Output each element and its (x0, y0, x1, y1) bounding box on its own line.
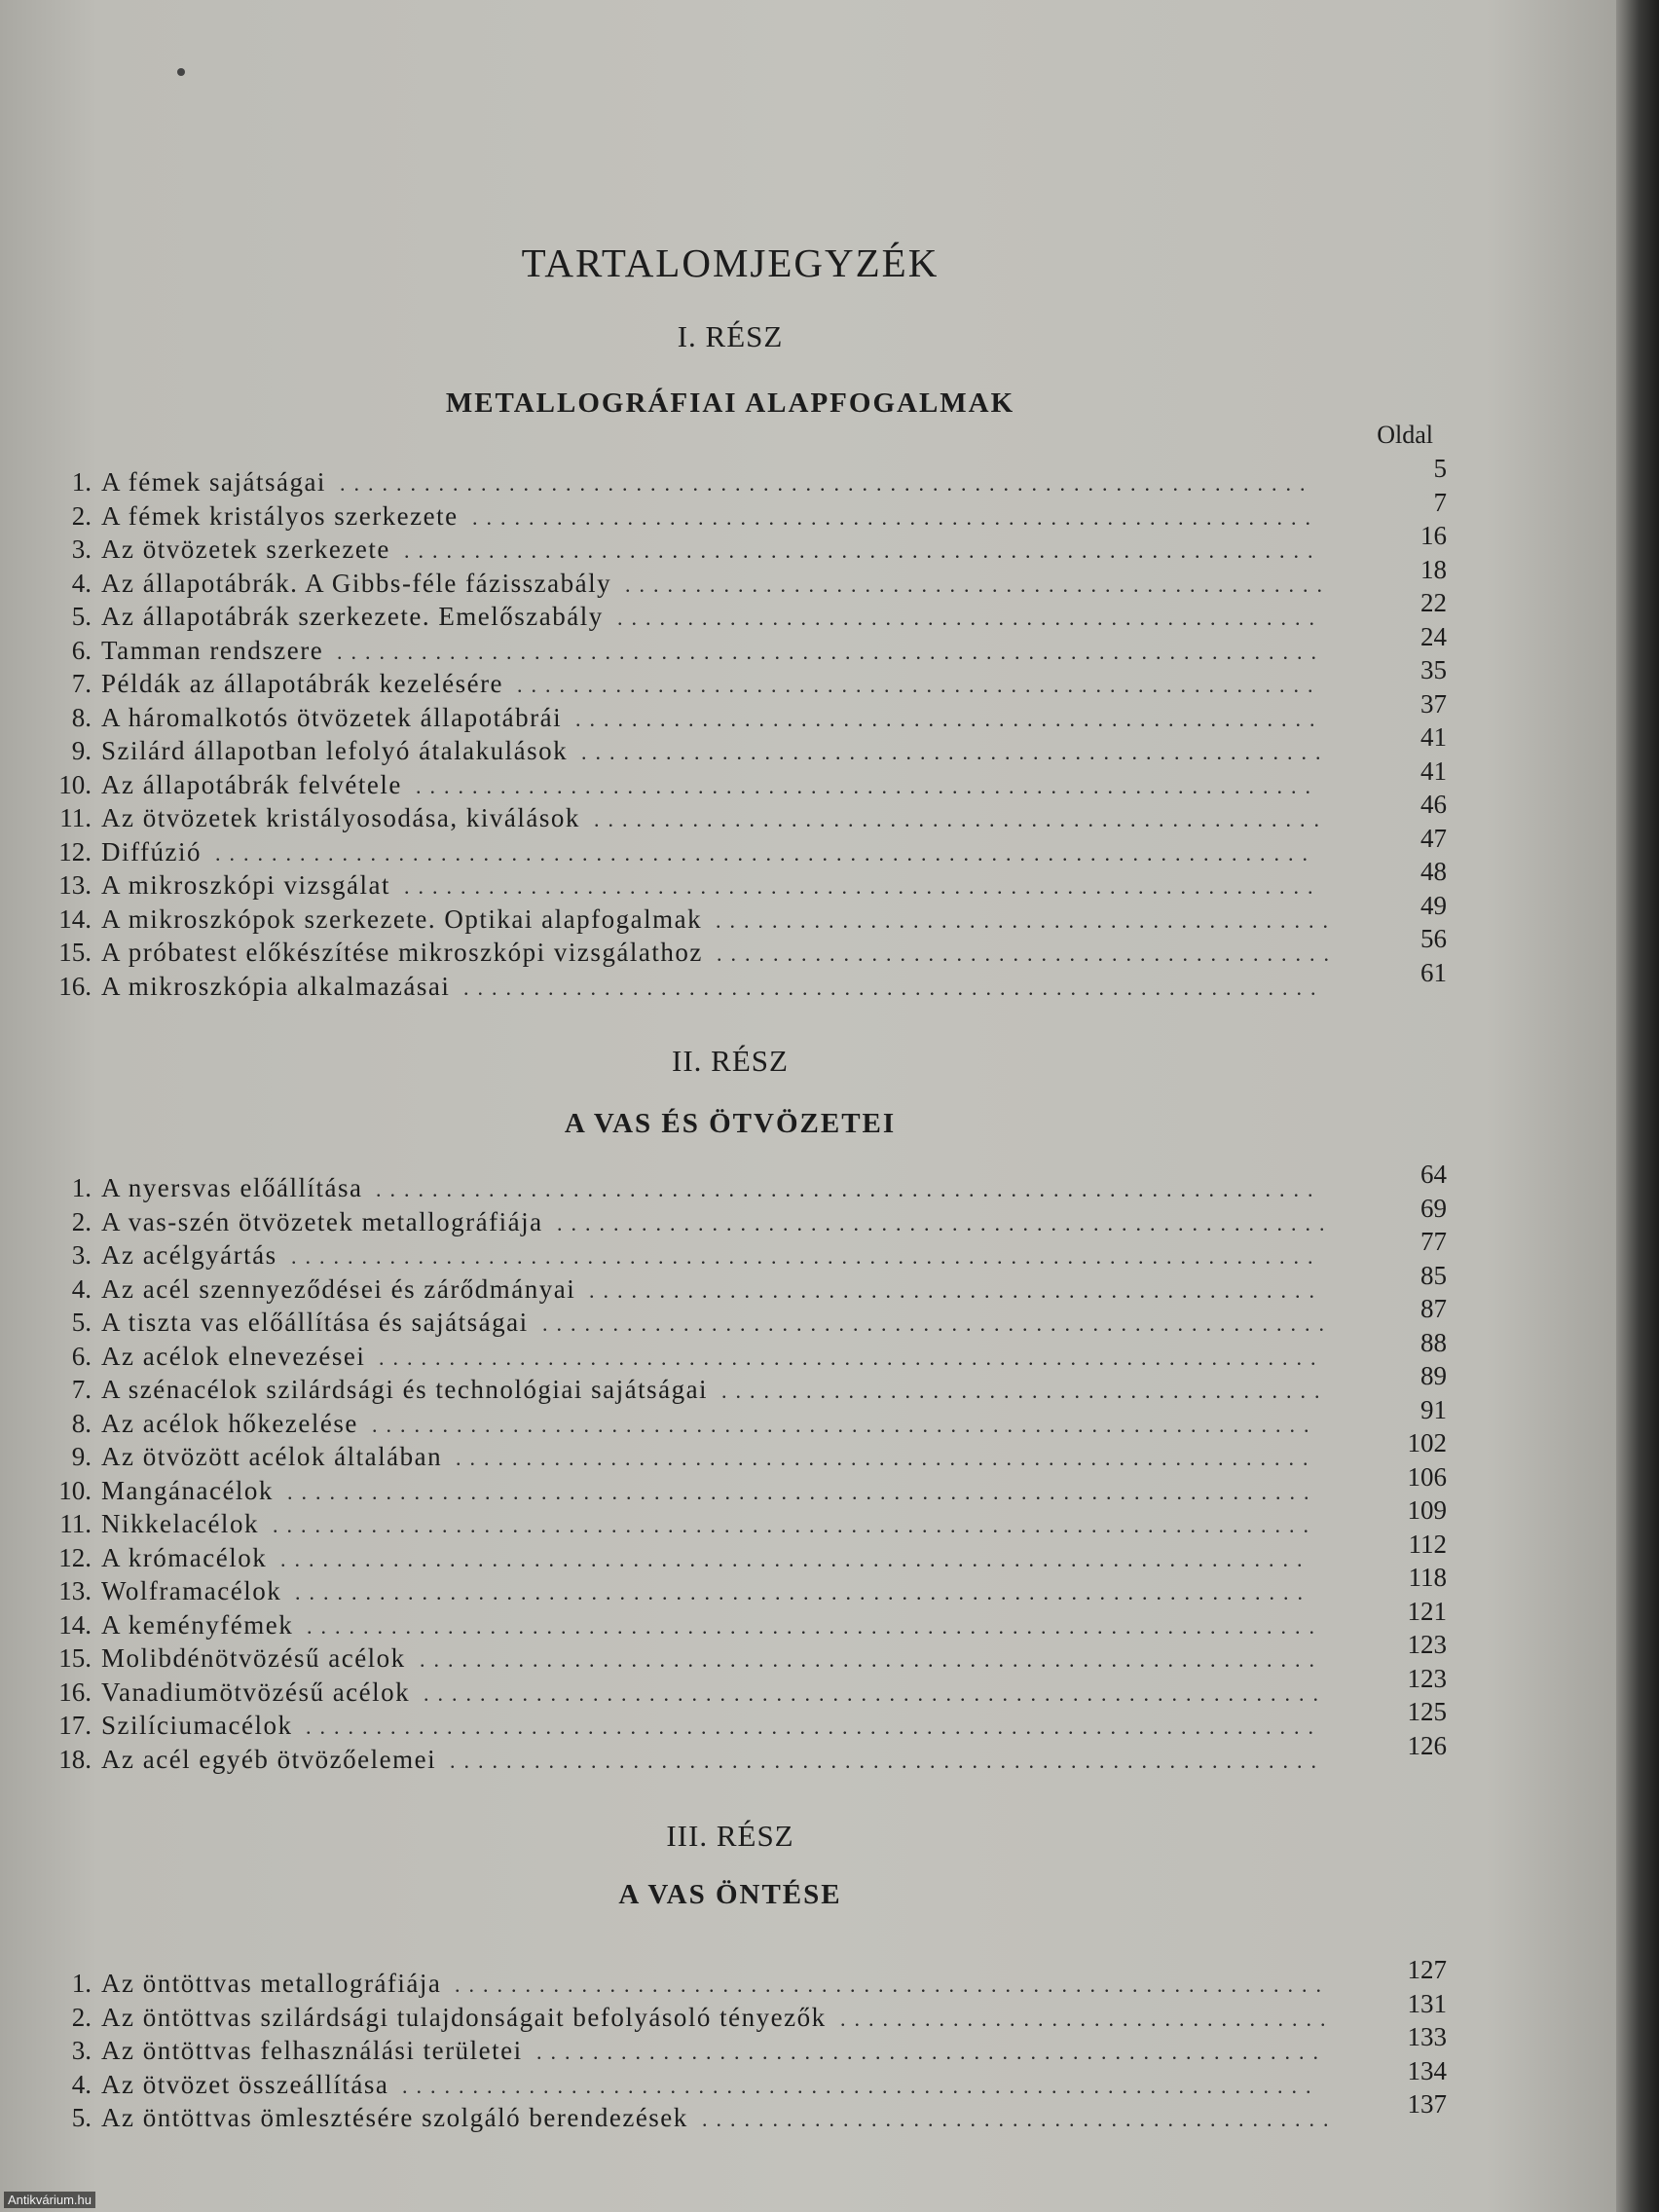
toc-entry (41, 1495, 1447, 1541)
entry-title: Vanadiumötvözésű acélok (101, 1677, 411, 1707)
entry-page-number: 121 (1407, 1596, 1447, 1626)
leader-dots: ..................................................... (575, 706, 1324, 731)
toc-entry (41, 521, 1447, 567)
entry-page-number: 77 (1420, 1227, 1447, 1256)
entry-title: Az ötvözetek kristályosodása, kiválások (101, 803, 580, 832)
toc-entry (41, 1461, 1447, 1508)
part-3-title: A VAS ÖNTÉSE (618, 1879, 842, 1910)
entry-title: Az acélok hőkezelése (101, 1408, 358, 1438)
toc-entry (41, 621, 1447, 668)
entry-title: Nikkelacélok (101, 1509, 259, 1538)
leader-dots: ................................................................ (416, 773, 1319, 798)
entry-number: 9. (71, 736, 92, 765)
leader-dots: ................................................................. (404, 538, 1322, 563)
entry-number: 8. (71, 702, 92, 732)
entry-page-number: 112 (1408, 1529, 1447, 1559)
entry-page-number: 88 (1420, 1327, 1447, 1357)
entry-page-number: 123 (1407, 1630, 1447, 1659)
leader-dots: ................................................................... (372, 1412, 1318, 1437)
entry-title: Az ötvözött acélok általában (101, 1442, 443, 1471)
leader-dots: .............................................................................. (215, 840, 1316, 866)
entry-number: 1. (71, 1969, 92, 1998)
toc-entry (41, 1529, 1447, 1575)
entry-page-number: 91 (1420, 1394, 1447, 1424)
entry-number: 17. (58, 1711, 92, 1740)
entry-title: Az ötvözet összeállítása (101, 2069, 389, 2099)
toc-entry (41, 688, 1447, 735)
entry-page-number: 102 (1407, 1428, 1447, 1457)
entry-number: 2. (71, 2002, 92, 2032)
leader-dots: ........................................... (721, 1379, 1329, 1403)
entry-number: 6. (71, 635, 92, 665)
entry-page-number: 46 (1420, 790, 1447, 819)
entry-number: 2. (71, 500, 92, 531)
toc-entry (41, 2089, 1447, 2135)
entry-number: 15. (58, 938, 92, 967)
toc-entry (41, 1294, 1447, 1340)
entry-page-number: 89 (1420, 1361, 1447, 1390)
toc-entry (41, 1730, 1447, 1777)
toc-entry (41, 487, 1447, 534)
leader-dots: ...................................................................... (337, 639, 1325, 664)
leader-dots: ........................................................................ (306, 1714, 1322, 1739)
toc-entry (41, 957, 1447, 1004)
entry-number: 12. (58, 836, 92, 866)
part-3-entries (41, 1955, 1447, 2135)
entry-title: A mikroszkópia alkalmazásai (101, 971, 451, 1001)
entry-number: 16. (58, 971, 92, 1001)
leader-dots: ................................................................ (420, 1647, 1323, 1672)
toc-entry (41, 1394, 1447, 1441)
leader-dots: ........................................................................ (295, 1580, 1311, 1604)
entry-title: Diffúzió (101, 836, 202, 866)
entry-title: Tamman rendszere (101, 635, 324, 665)
entry-page-number: 47 (1420, 823, 1447, 853)
entry-page-number: 49 (1420, 890, 1447, 920)
entry-title: Az öntöttvas felhasználási területei (101, 2036, 523, 2065)
leader-dots: .......................................................................... (273, 1513, 1317, 1537)
leader-dots: .................................................... (594, 807, 1328, 831)
entry-page-number: 41 (1420, 722, 1447, 752)
leader-dots: ............................................................. (463, 975, 1325, 1000)
leader-dots: .................................................. (617, 606, 1323, 630)
entry-number: 8. (71, 1408, 92, 1438)
entry-page-number: 64 (1420, 1160, 1447, 1189)
entry-number: 12. (58, 1542, 92, 1572)
entry-number: 3. (71, 2036, 92, 2065)
entry-number: 2. (71, 1206, 92, 1236)
toc-entry (41, 554, 1447, 601)
part-2-title: A VAS ÉS ÖTVÖZETEI (564, 1108, 897, 1139)
part-1-label: I. RÉSZ (677, 319, 784, 353)
toc-entry (41, 1988, 1447, 2035)
entry-page-number: 16 (1420, 521, 1447, 550)
entry-number: 5. (71, 2103, 92, 2132)
leader-dots: ....................................................... (557, 1210, 1334, 1235)
part-3-label: III. RÉSZ (666, 1819, 794, 1853)
entry-title: Az állapotábrák. A Gibbs-féle fázisszabály (101, 568, 612, 598)
entry-number: 10. (58, 1475, 92, 1505)
leader-dots: ............................................. (702, 2107, 1338, 2131)
entry-title: A mikroszkópi vizsgálat (101, 870, 390, 900)
entry-page-number: 133 (1407, 2022, 1447, 2051)
entry-title: A fémek kristályos szerkezete (101, 500, 459, 531)
entry-number: 9. (71, 1442, 92, 1471)
toc-entry (41, 890, 1447, 937)
entry-page-number: 126 (1407, 1730, 1447, 1760)
entry-title: A mikroszkópok szerkezete. Optikai alapfogalmak (101, 903, 703, 934)
entry-title: Az öntöttvas szilárdsági tulajdonságait befolyásoló tényezők (101, 2002, 827, 2032)
entry-title: A fémek sajátságai (101, 467, 326, 497)
toc-entry (41, 655, 1447, 701)
entry-number: 5. (71, 602, 92, 631)
entry-title: Szilíciumacélok (101, 1711, 293, 1740)
leader-dots: ......................................................... (517, 673, 1322, 697)
entry-title: Molibdénötvözésű acélok (101, 1643, 406, 1673)
leader-dots: ................................................................. (404, 874, 1322, 899)
entry-page-number: 134 (1407, 2055, 1447, 2085)
toc-entry (41, 454, 1447, 499)
entry-title: Szilárd állapotban lefolyó átalakulások (101, 736, 569, 765)
entry-page-number: 41 (1420, 756, 1447, 786)
entry-title: Az állapotábrák felvétele (101, 769, 402, 799)
entry-number: 18. (58, 1744, 92, 1774)
toc-entry (41, 823, 1447, 869)
leader-dots: ................................................................... (379, 1345, 1325, 1370)
entry-title: Az állapotábrák szerkezete. Emelőszabály (101, 602, 604, 631)
leader-dots: ............................................ (716, 907, 1337, 933)
entry-title: Az öntöttvas ömlesztésére szolgáló berendezések (101, 2103, 688, 2132)
toc-entry (41, 1697, 1447, 1743)
toc-entry (41, 1663, 1447, 1710)
toc-entry (41, 722, 1447, 768)
entry-number: 3. (71, 1240, 92, 1270)
leader-dots: ..................................................................... (340, 471, 1314, 496)
entry-page-number: 85 (1420, 1260, 1447, 1290)
entry-number: 1. (71, 1173, 92, 1202)
entry-title: A tiszta vas előállítása és sajátságai (101, 1308, 529, 1337)
leader-dots: ............................................................ (472, 504, 1319, 530)
toc-heading: TARTALOMJEGYZÉK (521, 240, 940, 285)
entry-title: Az ötvözetek szerkezete (101, 535, 390, 564)
leader-dots: ........................................................................ (307, 1613, 1323, 1639)
leader-dots: ......................................................................... (287, 1479, 1318, 1504)
watermark: Antikvárium.hu (4, 2192, 95, 2208)
entry-page-number: 48 (1420, 857, 1447, 886)
toc-entry (41, 1955, 1447, 2001)
entry-title: A szénacélok szilárdsági és technológiai sajátságai (101, 1375, 709, 1404)
part-1-title: METALLOGRÁFIAI ALAPFOGALMAK (445, 387, 1015, 419)
entry-number: 4. (71, 2069, 92, 2099)
entry-number: 13. (58, 1576, 92, 1605)
toc-entry (41, 2055, 1447, 2102)
leader-dots: ..................................................... (581, 740, 1330, 764)
page-edge-shadow (1616, 0, 1659, 2212)
entry-title: Az acélok elnevezései (101, 1341, 366, 1371)
entry-title: Az öntöttvas metallográfiája (101, 1969, 442, 1998)
entry-number: 14. (58, 1609, 92, 1640)
entry-page-number: 123 (1407, 1663, 1447, 1693)
entry-title: A vas-szén ötvözetek metallográfiája (101, 1206, 543, 1236)
entry-number: 1. (71, 467, 92, 497)
entry-number: 13. (58, 870, 92, 900)
entry-number: 6. (71, 1341, 92, 1371)
toc-entry (41, 1630, 1447, 1676)
leader-dots: ......................................................................... (291, 1244, 1322, 1269)
entry-number: 4. (71, 1273, 92, 1304)
toc-entry (41, 1227, 1447, 1272)
toc-entry (41, 1428, 1447, 1474)
entry-title: A próbatest előkészítése mikroszkópi vizsgálathoz (101, 938, 703, 967)
leader-dots: ............................................ (717, 941, 1338, 966)
entry-number: 11. (59, 803, 92, 832)
part-2-label: II. RÉSZ (672, 1044, 789, 1078)
toc-entry (41, 1361, 1447, 1407)
entry-page-number: 69 (1420, 1193, 1447, 1223)
entry-page-number: 131 (1407, 1988, 1447, 2018)
entry-number: 14. (58, 903, 92, 934)
entry-page-number: 24 (1420, 621, 1447, 651)
toc-entry (41, 1563, 1447, 1608)
leader-dots: .............................................................. (455, 1972, 1330, 1997)
entry-page-number: 61 (1420, 957, 1447, 987)
leader-dots: .............................................................. (450, 1748, 1325, 1773)
ink-speck (177, 68, 185, 76)
entry-page-number: 137 (1407, 2089, 1447, 2119)
entry-page-number: 118 (1408, 1563, 1447, 1592)
part-2-entries (41, 1160, 1447, 1776)
leader-dots: ........................................................ (536, 2040, 1327, 2064)
leader-dots: .................................................. (625, 571, 1331, 597)
toc-entry (41, 924, 1447, 970)
toc-entry (41, 1160, 1447, 1205)
entry-number: 3. (71, 535, 92, 564)
leader-dots: ................................................................. (402, 2073, 1320, 2098)
entry-page-number: 37 (1420, 688, 1447, 719)
entry-title: Példák az állapotábrák kezelésére (101, 669, 504, 698)
entry-page-number: 22 (1420, 588, 1447, 617)
entry-number: 16. (58, 1677, 92, 1707)
entry-page-number: 56 (1420, 924, 1447, 953)
entry-number: 7. (71, 1375, 92, 1404)
part-1-entries (41, 454, 1447, 1003)
entry-title: A háromalkotós ötvözetek állapotábrái (101, 702, 563, 732)
entry-title: A krómacélok (101, 1542, 268, 1572)
toc-entry (41, 1596, 1447, 1642)
toc-entry (41, 588, 1447, 634)
entry-number: 10. (58, 769, 92, 799)
entry-page-number: 109 (1407, 1495, 1447, 1525)
entry-title: A keményfémek (101, 1609, 294, 1640)
leader-dots: .................................................... (589, 1277, 1323, 1303)
entry-page-number: 106 (1407, 1461, 1447, 1492)
entry-number: 7. (71, 669, 92, 698)
leader-dots: ............................................................. (456, 1446, 1317, 1470)
toc-entry (41, 2022, 1447, 2068)
entry-number: 11. (59, 1509, 92, 1538)
leader-dots: ................................... (840, 2006, 1335, 2031)
toc-entry (41, 1327, 1447, 1374)
entry-page-number: 5 (1433, 454, 1447, 483)
toc-entry (41, 1260, 1447, 1307)
entry-page-number: 125 (1407, 1697, 1447, 1726)
leader-dots: ......................................................................... (280, 1546, 1311, 1571)
entry-title: A nyersvas előállítása (101, 1173, 363, 1202)
leader-dots: ........................................................ (542, 1311, 1333, 1336)
entry-number: 4. (71, 568, 92, 598)
toc-entry (41, 756, 1447, 802)
leader-dots: ................................................................ (424, 1680, 1327, 1706)
entry-title: Wolframacélok (101, 1576, 282, 1605)
page-column-label: Oldal (1377, 421, 1433, 449)
leader-dots: ................................................................... (376, 1177, 1322, 1201)
entry-number: 15. (58, 1643, 92, 1673)
entry-title: Az acél szennyeződései és zárődmányai (101, 1273, 576, 1304)
entry-page-number: 35 (1420, 655, 1447, 684)
entry-title: Az acél egyéb ötvözőelemei (101, 1744, 437, 1774)
entry-title: Az acélgyártás (101, 1240, 277, 1270)
toc-entry (41, 790, 1447, 835)
entry-page-number: 7 (1433, 487, 1447, 517)
entry-number: 5. (71, 1308, 92, 1337)
entry-page-number: 127 (1407, 1955, 1447, 1984)
entry-page-number: 18 (1420, 554, 1447, 584)
entry-title: Mangánacélok (101, 1475, 274, 1505)
toc-entry (41, 1193, 1447, 1239)
entry-page-number: 87 (1420, 1294, 1447, 1323)
toc-entry (41, 857, 1447, 903)
